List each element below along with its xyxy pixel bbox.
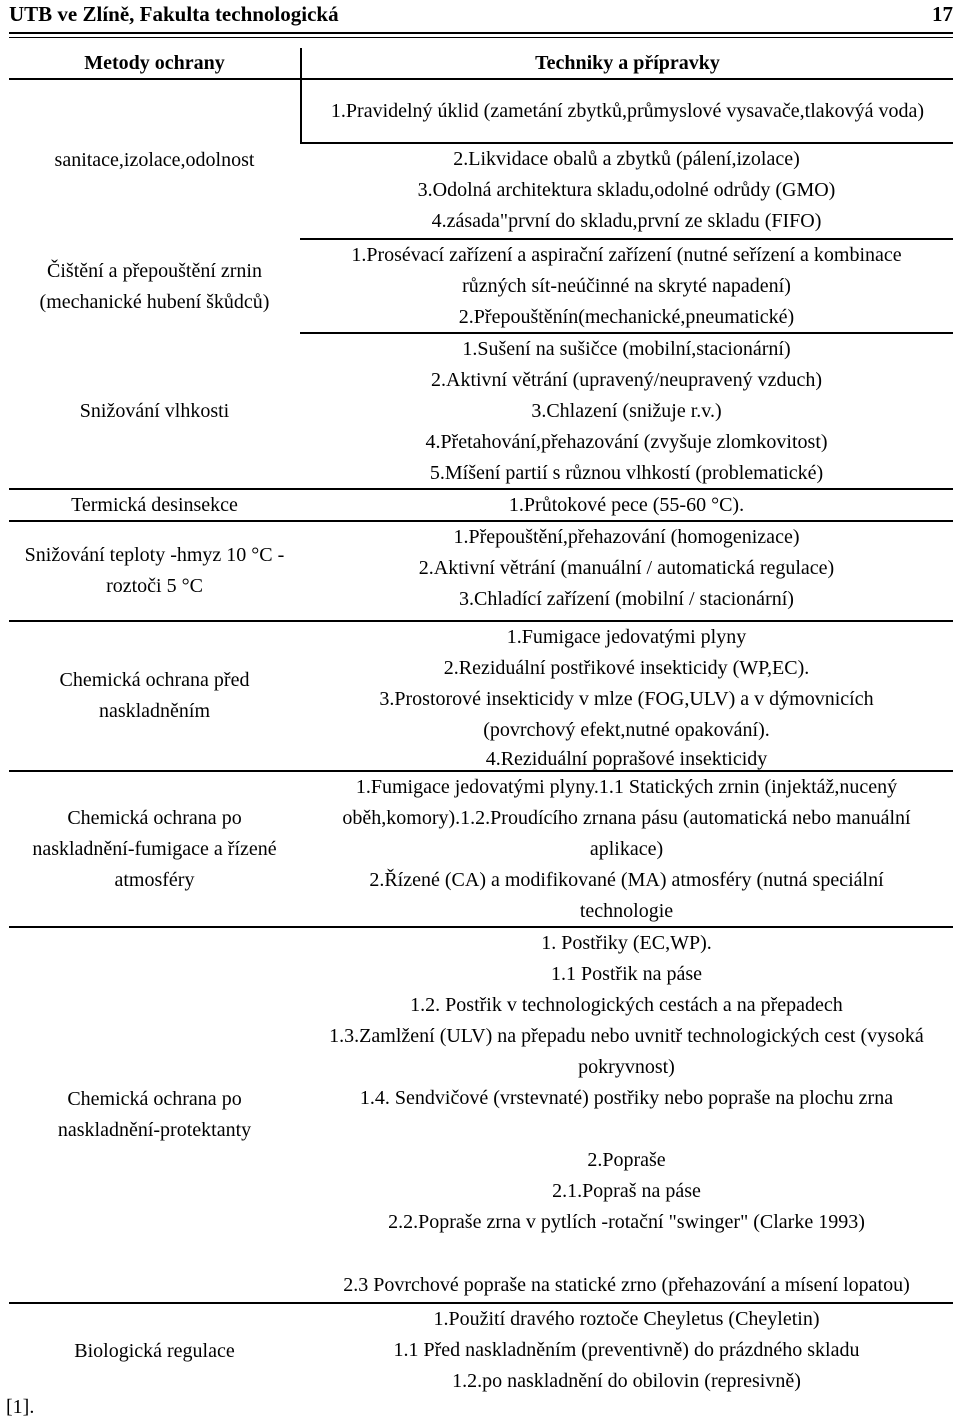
technique-cell: 1.3.Zamlžení (ULV) na přepadu nebo uvnitř technologických cest (vysoká pokryvnost) [329,1025,924,1078]
method-cell: Chemická ochrana před naskladněním [9,622,300,772]
technique-cell: 3.Chlazení (snižuje r.v.) [531,400,722,422]
technique-cell: 2.2.Popraše zrna v pytlích -rotační "swinger" (Clarke 1993) [388,1211,865,1233]
technique-cell: 3.Odolná architektura skladu,odolné odrůdy (GMO) [417,179,836,201]
technique-cell: 1.Sušení na sušičce (mobilní,stacionární) [462,338,791,360]
technique-cell: 3.Chladící zařízení (mobilní / stacionární) [300,584,953,622]
technique-cell: 1.1 Před naskladněním (preventivně) do prázdného skladu [393,1339,860,1361]
method-cell: Chemická ochrana po naskladnění-fumigace a řízené atmosféry [9,772,300,928]
method-cell: Termická desinsekce [9,490,300,522]
technique-cell: 1.Přepouštění,přehazování (homogenizace) [453,526,800,548]
technique-cell: 2.3 Povrchové popraše na statické zrno (přehazování a mísení lopatou) [300,1238,953,1304]
methods-column [9,48,300,1398]
technique-cell: 1.2.po naskladnění do obilovin (represivně) [452,1370,801,1392]
column-header-techniques: Techniky a přípravky [300,48,953,80]
citation: [1]. [6,1396,35,1418]
technique-cell: 1. Postřiky (EC,WP). [541,932,712,954]
method-cell: Snižování vlhkosti [9,334,300,490]
method-cell: Biologická regulace [74,1339,235,1362]
method-cell: Chemická ochrana po naskladnění-protektanty [9,928,300,1304]
technique-cell: 1.Fumigace jedovatými plyny.1.1 Statických zrnin (injektáž,nucený oběh,komory).1.2.Proudícího zrnana pásu (automatická nebo manuální aplikace) [342,776,911,860]
technique-cell: 2.Aktivní větrání (upravený/neupravený vzduch) [431,369,822,391]
header-title: UTB ve Zlíně, Fakulta technologická [9,2,339,26]
technique-cell: 2.Likvidace obalů a zbytků (pálení,izolace) [453,148,800,170]
technique-cell: 4.zásada"první do skladu,první ze skladu (FIFO) [300,206,953,240]
technique-cell: 1.Použití dravého roztoče Cheyletus (Cheyletin) [433,1308,820,1330]
technique-cell: 1.2. Postřik v technologických cestách a na přepadech [410,994,843,1016]
page-number: 17 [932,2,953,26]
technique-cell: 3.Prostorové insekticidy v mlze (FOG,ULV) a v dýmovnicích (povrchový efekt,nutné opakování). [379,688,874,741]
technique-cell: 2.Aktivní větrání (manuální / automatická regulace) [418,557,835,579]
page-header [9,0,953,34]
technique-cell: 2.Popraše [587,1149,666,1171]
method-cell: Čištění a přepouštění zrnin (mechanické hubení škůdců) [39,260,270,313]
technique-cell: 2.Řízené (CA) a modifikované (MA) atmosféry (nutná speciální technologie [300,865,953,928]
technique-cell: 4.Reziduální poprašové insekticidy [300,746,953,772]
header-rule [9,37,953,38]
technique-cell: 2.Reziduální postřikové insekticidy (WP,EC). [443,657,810,679]
protection-methods-table [9,48,953,1398]
technique-cell: 1.Průtokové pece (55-60 °C). [300,490,953,522]
techniques-column [300,48,953,1398]
technique-cell: 1.4. Sendvičové (vrstevnaté) postřiky nebo popraše na plochu zrna [359,1087,894,1109]
method-cell: Snižování teploty -hmyz 10 °C -roztoči 5 °C [9,522,300,622]
column-header-methods: Metody ochrany [9,48,300,80]
method-cell: sanitace,izolace,odolnost [54,148,255,171]
technique-cell: 1.Prosévací zařízení a aspirační zařízení (nutné seřízení a kombinace různých sít-neúčinné na skryté napadení) [351,244,902,297]
technique-cell: 1.Fumigace jedovatými plyny [506,626,747,648]
technique-cell: 2.Přepouštěnín(mechanické,pneumatické) [300,302,953,334]
technique-cell: 5.Míšení partií s různou vlhkostí (problematické) [300,458,953,490]
technique-cell: 2.1.Popraš na páse [552,1180,701,1202]
technique-cell: 4.Přetahování,přehazování (zvyšuje zlomkovitost) [425,431,828,453]
technique-cell: 1.1 Postřik na páse [550,963,703,985]
technique-cell: 1.Pravidelný úklid (zametání zbytků,průmyslové vysavače,tlakovýá voda) [300,80,953,144]
